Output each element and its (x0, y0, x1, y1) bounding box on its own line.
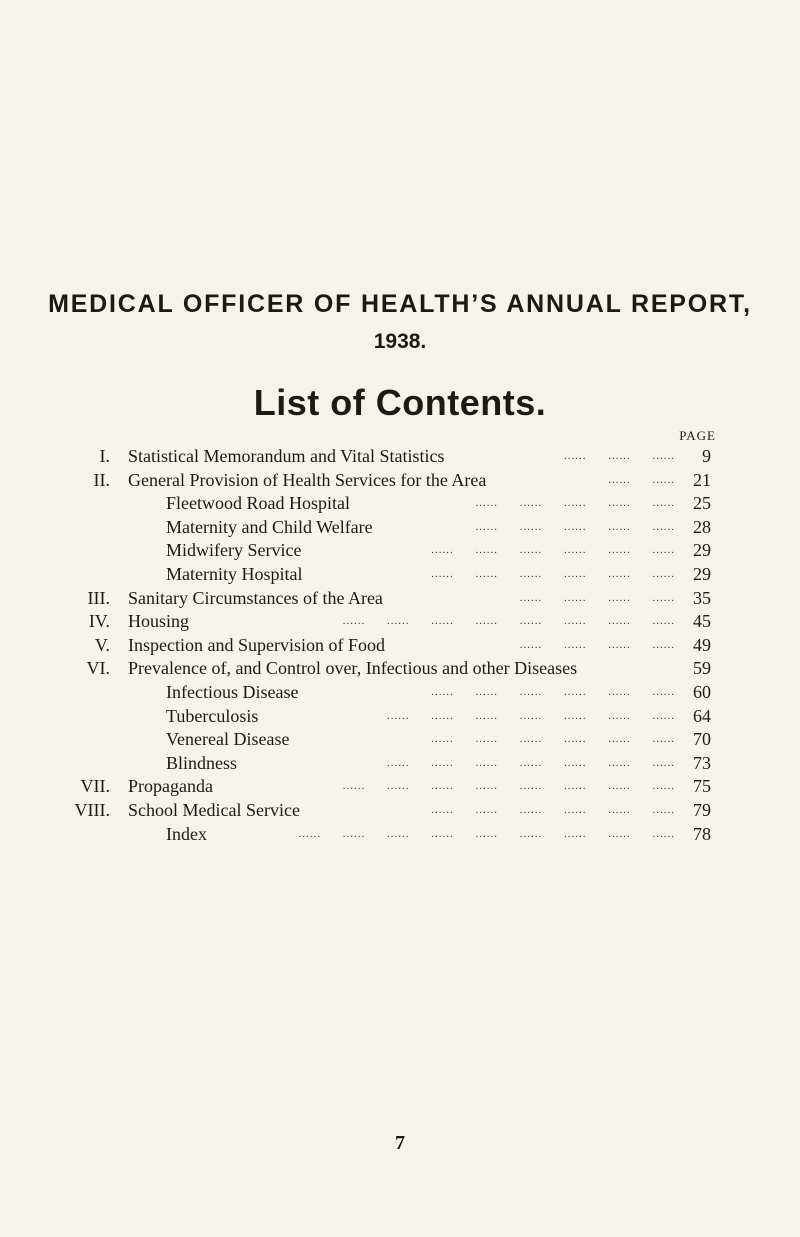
entry-page: 9 (702, 446, 711, 466)
entry-title: Index (166, 823, 207, 844)
dot-leaders: ...... ...... ...... ...... (519, 638, 675, 651)
entry-title: Midwifery Service (166, 540, 302, 561)
entry-page: 25 (693, 493, 711, 514)
dot-leaders: ...... ...... ...... ...... ...... ...... (431, 803, 675, 816)
dot-leaders: ...... ...... ...... ...... ...... ...... ...... ...... ...... (298, 827, 675, 840)
entry-title: Statistical Memorandum and Vital Statistics (128, 446, 445, 466)
entry-page: 21 (693, 469, 711, 490)
dot-leaders: ...... ...... ...... ...... ...... ...... ...... (387, 709, 675, 722)
entry-title: Sanitary Circumstances of the Area (128, 587, 383, 608)
toc-row (0, 469, 800, 493)
entry-page: 29 (693, 563, 711, 584)
section-numeral: III. (87, 587, 110, 608)
dot-leaders: ...... ...... ...... ...... ...... ...... (431, 733, 675, 746)
entry-page: 70 (693, 729, 711, 750)
toc-row (0, 823, 800, 847)
entry-title: Prevalence of, and Control over, Infectious and other Diseases (128, 658, 578, 679)
entry-title: Tuberculosis (166, 705, 259, 726)
dot-leaders: ...... ...... ...... ...... ...... ...... ...... ...... (342, 780, 675, 793)
entry-title: Propaganda (128, 776, 213, 797)
page-number: 7 (395, 1132, 405, 1154)
toc-row (0, 539, 800, 563)
report-year: 1938. (373, 330, 427, 353)
entry-page: 73 (693, 752, 711, 773)
toc-row (0, 775, 800, 799)
entry-page: 78 (693, 823, 711, 844)
page-column-label: PAGE (679, 428, 716, 443)
toc-row (0, 516, 800, 540)
entry-page: 64 (693, 705, 711, 726)
dot-leaders: ...... ...... ...... ...... ...... ...... (431, 685, 675, 698)
entry-page: 49 (693, 634, 711, 655)
section-numeral: VI. (86, 658, 110, 679)
entry-title: Infectious Disease (166, 681, 299, 702)
dot-leaders: ...... ...... ...... ...... ...... ...... ...... ...... (342, 615, 675, 628)
entry-title: Venereal Disease (166, 729, 290, 750)
table-of-contents (0, 445, 800, 846)
dot-leaders: ...... ...... ...... (564, 450, 675, 462)
entry-title: General Provision of Health Services for the Area (128, 469, 487, 490)
entry-page: 75 (693, 776, 711, 797)
section-numeral: I. (99, 446, 110, 466)
dot-leaders: ...... ...... (608, 473, 675, 486)
toc-row (0, 587, 800, 611)
toc-row (0, 610, 800, 634)
toc-row (0, 492, 800, 516)
section-numeral: V. (94, 634, 110, 655)
dot-leaders: ...... ...... ...... ...... (519, 591, 675, 604)
toc-row (0, 634, 800, 658)
section-numeral: II. (93, 469, 110, 490)
contents-heading: List of Contents. (253, 382, 547, 423)
section-numeral: IV. (88, 611, 110, 632)
entry-title: Inspection and Supervision of Food (128, 634, 385, 655)
entry-page: 79 (693, 799, 711, 820)
dot-leaders: ...... ...... ...... ...... ...... ...... ...... (387, 756, 675, 769)
entry-title: School Medical Service (128, 799, 300, 820)
dot-leaders: ...... ...... ...... ...... ...... (475, 497, 675, 510)
toc-row (0, 657, 800, 681)
report-title: MEDICAL OFFICER OF HEALTH’S ANNUAL REPORT, (48, 290, 752, 318)
entry-page: 45 (693, 611, 711, 632)
dot-leaders: ...... ...... ...... ...... ...... ...... (431, 544, 675, 557)
entry-title: Blindness (166, 752, 238, 773)
entry-title: Housing (128, 611, 190, 632)
entry-title: Maternity Hospital (166, 563, 303, 584)
toc-row (0, 752, 800, 776)
dot-leaders: ...... ...... ...... ...... ...... (475, 520, 675, 533)
entry-page: 59 (693, 658, 711, 679)
section-numeral: VII. (80, 776, 110, 797)
toc-row (0, 681, 800, 705)
entry-title: Fleetwood Road Hospital (166, 493, 350, 514)
entry-page: 29 (693, 540, 711, 561)
entry-page: 28 (693, 516, 711, 537)
toc-row (0, 445, 800, 469)
entry-title: Maternity and Child Welfare (166, 516, 373, 537)
entry-page: 60 (693, 681, 711, 702)
toc-row (0, 728, 800, 752)
entry-page: 35 (693, 587, 711, 608)
toc-row (0, 705, 800, 729)
toc-row (0, 563, 800, 587)
dot-leaders: ...... ...... ...... ...... ...... ...... (431, 567, 675, 580)
section-numeral: VIII. (74, 799, 110, 820)
toc-row (0, 799, 800, 823)
